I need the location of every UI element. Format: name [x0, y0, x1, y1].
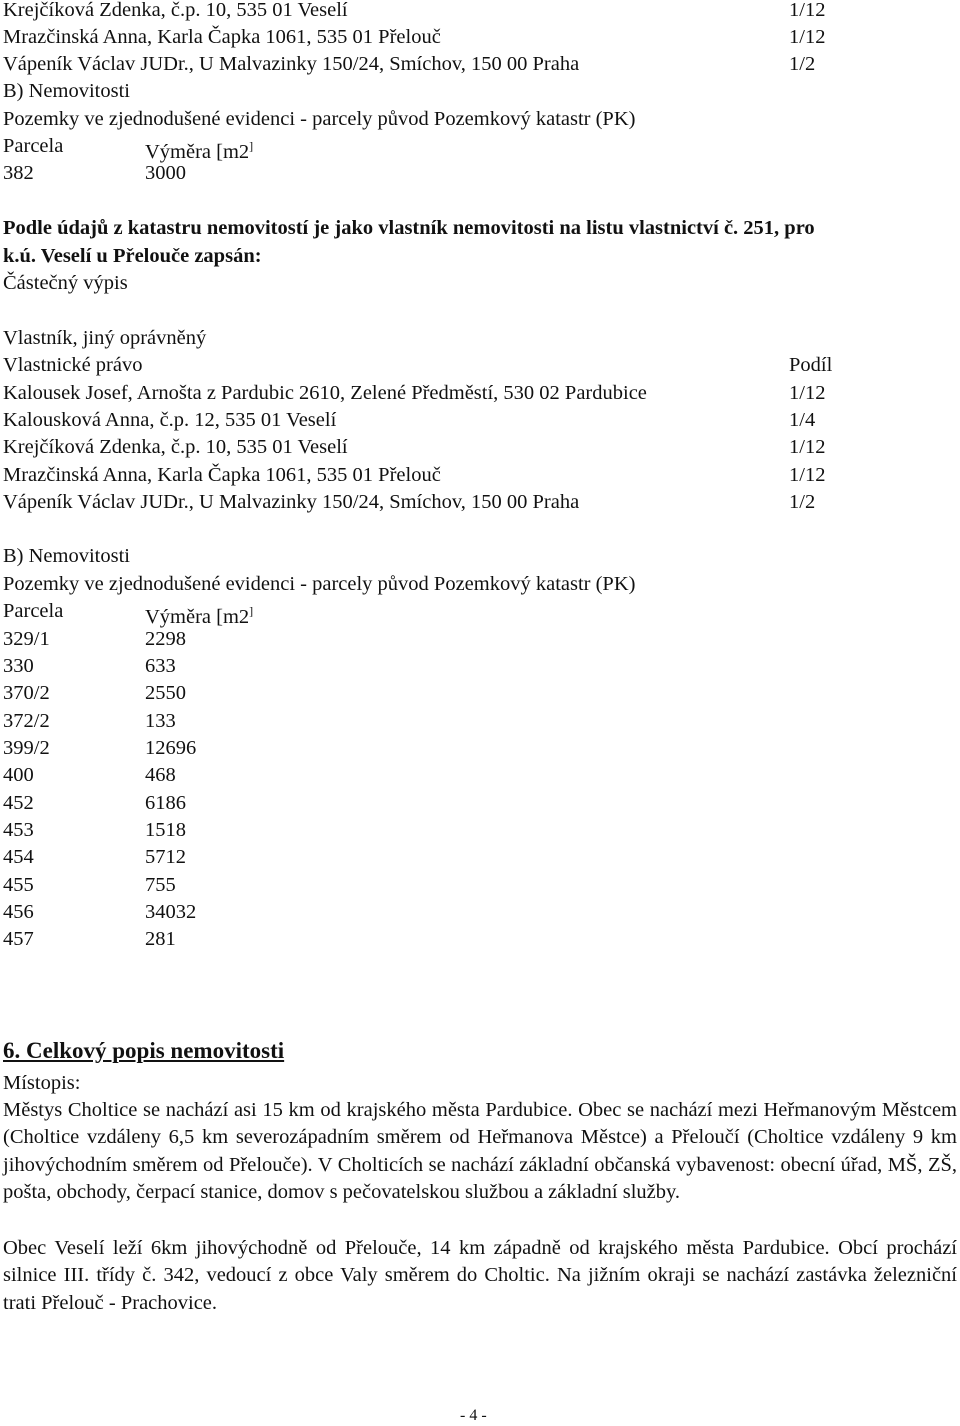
owner-share: 1/12	[789, 436, 826, 458]
parcel-number: 457	[3, 928, 34, 950]
area-column-header: Výměra [m2]	[145, 604, 254, 628]
owner-name: Mrazčinská Anna, Karla Čapka 1061, 535 01 Přelouč	[3, 464, 441, 486]
parcel-area: 12696	[145, 737, 197, 759]
owner-share: 1/2	[789, 491, 816, 513]
parcel-number: 455	[3, 874, 34, 896]
owner-name: Vápeník Václav JUDr., U Malvazinky 150/24, Smíchov, 150 00 Praha	[3, 491, 580, 513]
owner-share: 1/12	[789, 464, 826, 486]
parcel-number: 452	[3, 792, 34, 814]
owner-share: 1/4	[789, 409, 816, 431]
parcel-number: 453	[3, 819, 34, 841]
parcel-number: 399/2	[3, 737, 50, 759]
section-heading: B) Nemovitosti	[3, 80, 130, 102]
parcel-area: 633	[145, 655, 176, 677]
location-paragraph: Městys Choltice se nachází asi 15 km od krajského města Pardubice. Obec se nachází mezi Heřmanovým Městcem (Choltice vzdáleny 6,5 km severozápadním směrem od Heřmanova Městce) a Přeloučí (Choltice vzdáleny 9 km jihovýchodním směrem od Přelouče). V Cholticích se nachází základní občanská vybavenost: obecní úřad, MŠ, ZŠ, pošta, obchody, čerpací stanice, domov s pečovatelskou službou a základní služby.	[3, 1099, 957, 1204]
section-subheading: Pozemky ve zjednodušené evidenci - parcely původ Pozemkový katastr (PK)	[3, 108, 636, 130]
parcel-number: 382	[3, 162, 34, 184]
parcel-number: 400	[3, 764, 34, 786]
parcel-area: 2550	[145, 682, 186, 704]
parcel-number: 454	[3, 846, 34, 868]
chapter-heading: 6. Celkový popis nemovitosti	[3, 1038, 285, 1063]
owner-name: Mrazčinská Anna, Karla Čapka 1061, 535 01 Přelouč	[3, 26, 441, 48]
parcel-number: 329/1	[3, 628, 50, 650]
owner-share: 1/12	[789, 382, 826, 404]
owner-name: Krejčíková Zdenka, č.p. 10, 535 01 Veselí	[3, 0, 348, 21]
parcel-area: 755	[145, 874, 176, 896]
parcel-number: 372/2	[3, 710, 50, 732]
cadastre-note-continued: k.ú. Veselí u Přelouče zapsán:	[3, 245, 262, 267]
page-number: - 4 -	[460, 1407, 487, 1424]
parcel-area: 1518	[145, 819, 186, 841]
parcel-area: 468	[145, 764, 176, 786]
parcel-area: 3000	[145, 162, 186, 184]
ownership-right-label: Vlastnické právo	[3, 354, 143, 376]
parcel-number: 330	[3, 655, 34, 677]
parcel-column-header: Parcela	[3, 600, 64, 622]
section-heading: B) Nemovitosti	[3, 545, 130, 567]
parcel-area: 2298	[145, 628, 186, 650]
cadastre-note: Podle údajů z katastru nemovitostí je jako vlastník nemovitosti na listu vlastnictví č. 251, pro	[3, 217, 815, 239]
owner-name: Krejčíková Zdenka, č.p. 10, 535 01 Veselí	[3, 436, 348, 458]
parcel-number: 456	[3, 901, 34, 923]
owner-name: Kalousková Anna, č.p. 12, 535 01 Veselí	[3, 409, 337, 431]
location-paragraph: Obec Veselí leží 6km jihovýchodně od Přelouče, 14 km západně od krajského města Pardubice. Obcí prochází silnice III. třídy č. 342, vedoucí z obce Valy směrem do Choltic. Na jižním okraji se nachází zastávka železniční trati Přelouč - Prachovice.	[3, 1237, 957, 1314]
parcel-column-header: Parcela	[3, 135, 64, 157]
parcel-area: 5712	[145, 846, 186, 868]
section-subheading: Pozemky ve zjednodušené evidenci - parcely původ Pozemkový katastr (PK)	[3, 573, 636, 595]
share-label: Podíl	[789, 354, 833, 376]
parcel-area: 281	[145, 928, 176, 950]
parcel-area: 133	[145, 710, 176, 732]
owner-share: 1/2	[789, 53, 816, 75]
parcel-area: 6186	[145, 792, 186, 814]
parcel-area: 34032	[145, 901, 197, 923]
owner-share: 1/12	[789, 26, 826, 48]
parcel-number: 370/2	[3, 682, 50, 704]
partial-extract-label: Částečný výpis	[3, 272, 128, 294]
owner-name: Vápeník Václav JUDr., U Malvazinky 150/24, Smíchov, 150 00 Praha	[3, 53, 580, 75]
owner-share: 1/12	[789, 0, 826, 21]
owner-name: Kalousek Josef, Arnošta z Pardubic 2610, Zelené Předměstí, 530 02 Pardubice	[3, 382, 647, 404]
owner-label: Vlastník, jiný oprávněný	[3, 327, 207, 349]
area-column-header: Výměra [m2]	[145, 139, 254, 163]
location-label: Místopis:	[3, 1072, 81, 1094]
